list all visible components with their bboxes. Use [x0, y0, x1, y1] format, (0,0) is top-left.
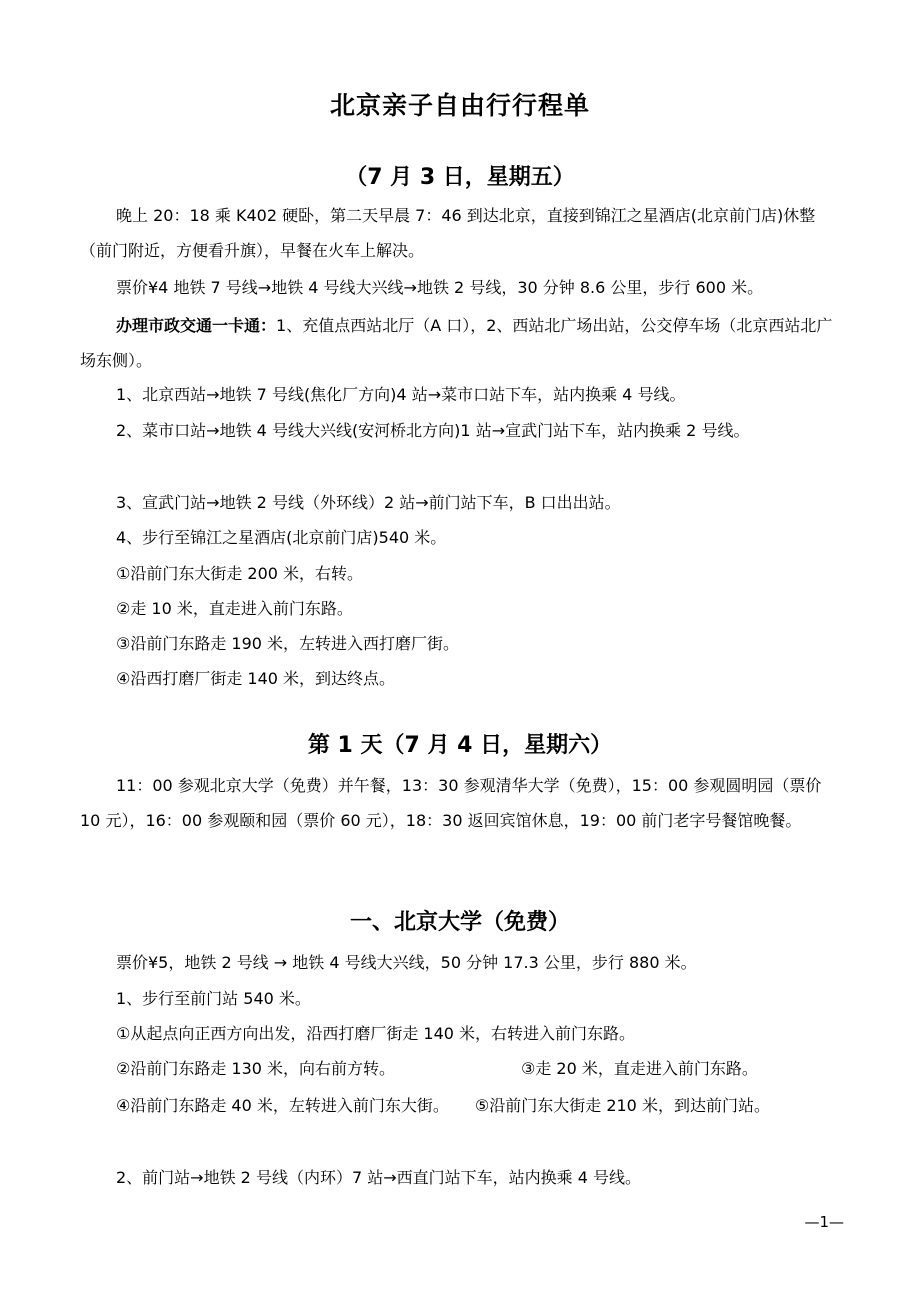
paragraph-arrival-intro: 晚上 20：18 乘 K402 硬卧，第二天早晨 7：46 到达北京，直接到锦江之星酒店(北京前门店)休整（前门附近，方便看升旗），早餐在火车上解决。	[80, 206, 816, 260]
route-step-4: 4、步行至锦江之星酒店(北京前门店)540 米。	[116, 528, 447, 547]
paragraph-day1-schedule: 11：00 参观北京大学（免费）并午餐，13：30 参观清华大学（免费），15：00 参观圆明园（票价 10 元），16：00 参观颐和园（票价 60 元），18：30 返回宾馆休息，19：00 前门老字号餐馆晚餐。	[80, 776, 822, 830]
route-step-2: 2、菜市口站→地铁 4 号线大兴线(安河桥北方向)1 站→宣武门站下车，站内换乘 2 号线。	[116, 421, 750, 440]
section-heading-arrival: （7 月 3 日，星期五）	[345, 165, 575, 190]
transit-card-label: 办理市政交通一卡通：	[116, 316, 277, 335]
pku-step-2: 2、前门站→地铁 2 号线（内环）7 站→西直门站下车，站内换乘 4 号线。	[116, 1168, 641, 1187]
walk-direction-2: ②走 10 米，直走进入前门东路。	[116, 599, 353, 618]
document-title: 北京亲子自由行行程单	[329, 91, 590, 120]
pku-step-1: 1、步行至前门站 540 米。	[116, 989, 311, 1008]
pku-walk-3: ③走 20 米，直走进入前门东路。	[521, 1059, 758, 1078]
pku-walk-4: ④沿前门东路走 40 米，左转进入前门东大街。	[116, 1096, 449, 1115]
walk-direction-3: ③沿前门东路走 190 米，左转进入西打磨厂街。	[116, 634, 460, 653]
pku-fare: 票价¥5，地铁 2 号线 → 地铁 4 号线大兴线，50 分钟 17.3 公里，步行 880 米。	[116, 953, 697, 972]
pku-walk-row-2	[80, 1088, 842, 1123]
route-step-3: 3、宣武门站→地铁 2 号线（外环线）2 站→前门站下车，B 口出出站。	[116, 493, 621, 512]
page-number: —1—	[804, 1213, 844, 1231]
walk-direction-4: ④沿西打磨厂街走 140 米，到达终点。	[116, 669, 396, 688]
section-heading-pku: 一、北京大学（免费）	[349, 910, 570, 935]
pku-walk-2: ②沿前门东路走 130 米，向右前方转。	[116, 1059, 396, 1078]
transit-card-text: 1、充值点西站北厅（A 口），2、西站北广场出站，公交停车场（北京西站北广场东侧）。	[80, 316, 833, 370]
walk-direction-1: ①沿前门东大街走 200 米，右转。	[116, 564, 364, 583]
pku-walk-5: ⑤沿前门东大街走 210 米，到达前门站。	[474, 1096, 770, 1115]
route-step-1: 1、北京西站→地铁 7 号线(焦化厂方向)4 站→菜市口站下车，站内换乘 4 号线。	[116, 385, 686, 404]
section-heading-day1: 第 1 天（7 月 4 日，星期六）	[307, 733, 613, 758]
paragraph-transit-card	[80, 308, 842, 378]
pku-walk-1: ①从起点向正西方向出发，沿西打磨厂街走 140 米，右转进入前门东路。	[116, 1024, 636, 1043]
paragraph-arrival-fare: 票价¥4 地铁 7 号线→地铁 4 号线大兴线→地铁 2 号线，30 分钟 8.6 公里，步行 600 米。	[116, 278, 764, 297]
pku-walk-row-1	[116, 1051, 842, 1086]
